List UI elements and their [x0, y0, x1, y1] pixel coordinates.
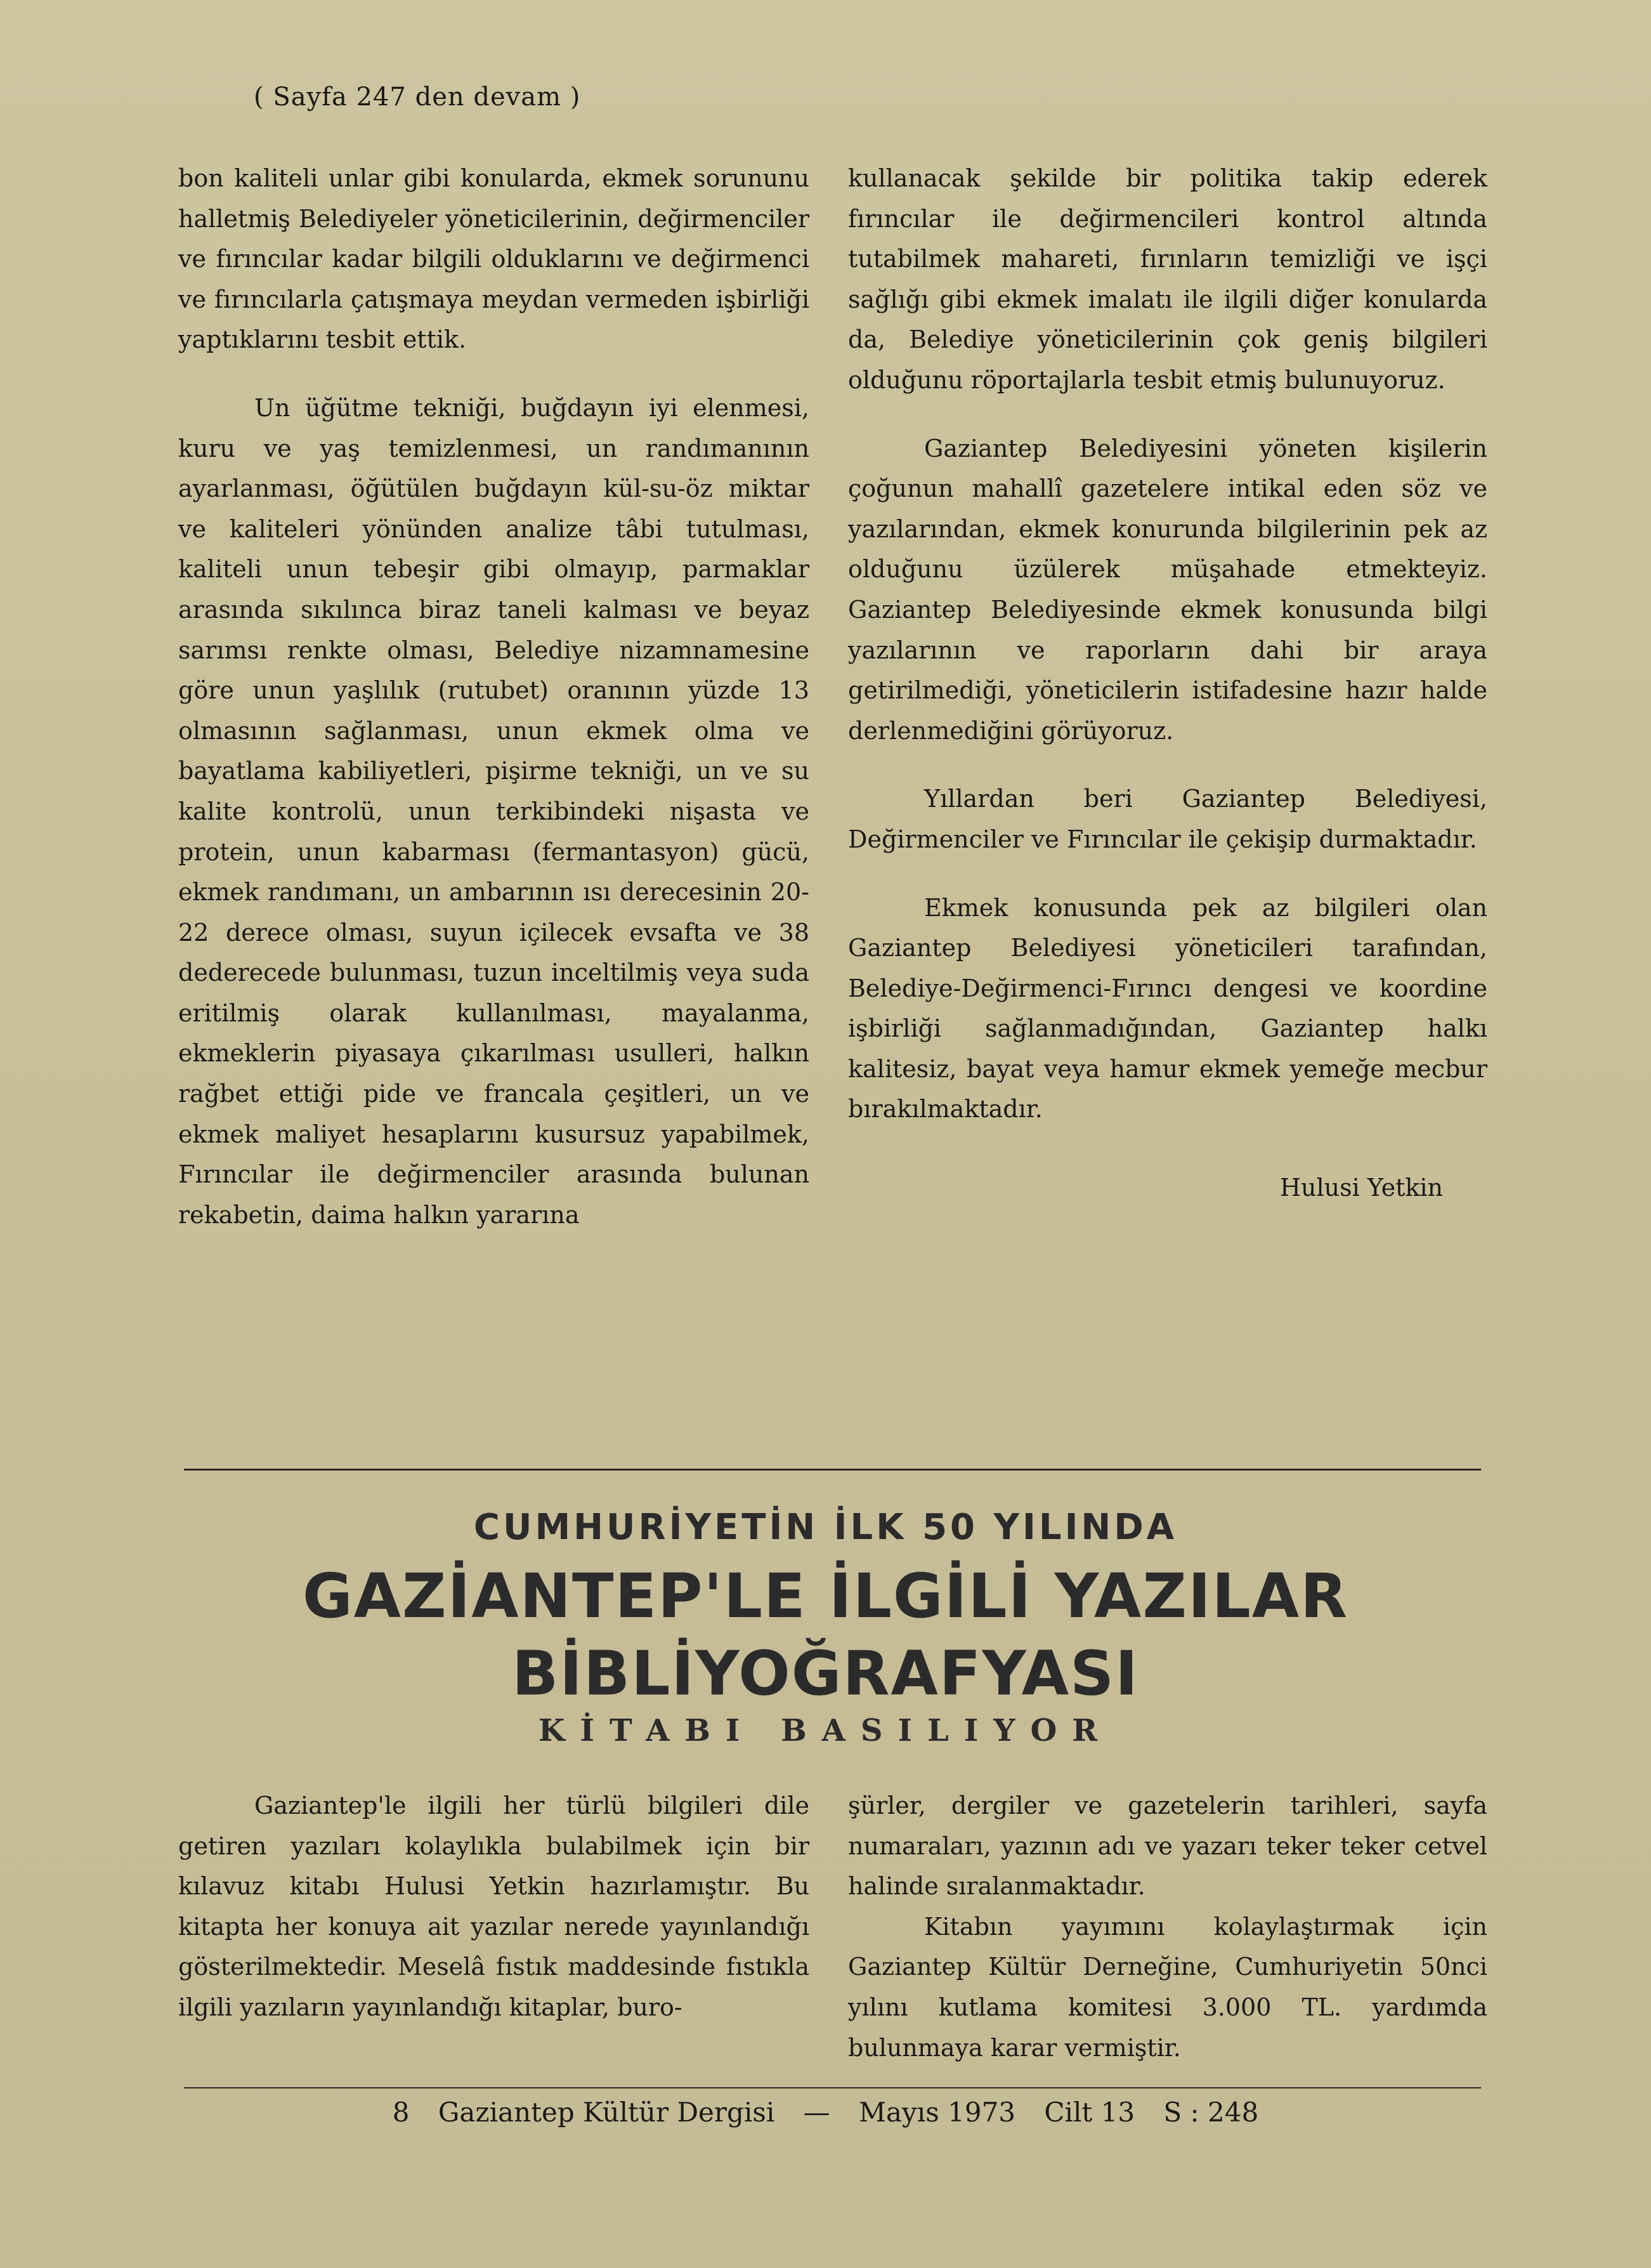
volume-number: Cilt 13	[1044, 2097, 1135, 2128]
issue-date: Mayıs 1973	[859, 2097, 1016, 2128]
announcement-title-2: BİBLİYOĞRAFYASI	[512, 1638, 1139, 1709]
announcement-paragraph: Kitabın yayımını kolaylaştırmak için Gaziantep Kültür Derneğine, Cumhuriyetin 50nci yılını kutlama komitesi 3.000 TL. yardımda bulunmaya karar vermiştir.	[848, 1912, 1487, 2062]
article-right-column	[848, 159, 1487, 1209]
section-divider	[184, 1469, 1481, 1471]
announcement-paragraph: şürler, dergiler ve gazetelerin tarihleri, sayfa numaraları, yazının adı ve yazarı teker teker cetvel halinde sıralanmaktadır.	[848, 1792, 1487, 1901]
announcement-right-column	[848, 1786, 1487, 2068]
announcement-title: GAZİANTEP'LE İLGİLİ YAZILAR	[302, 1561, 1349, 1632]
announcement-kicker: CUMHURİYETİN İLK 50 YILINDA	[473, 1507, 1178, 1548]
article-paragraph: Un üğütme tekniği, buğdayın iyi elenmesi, kuru ve yaş temizlenmesi, un randımanının ayarlanması, öğütülen buğdayın kül-su-öz miktar ve kaliteleri yönünden analize tâbi tutulması, kaliteli unun tebeşir gibi olmayıp, parmaklar arasında sıkılınca biraz taneli kalması ve beyaz sarımsı renkte olması, Belediye nizamnamesine göre unun yaşlılık (rutubet) oranının yüzde 13 olmasının sağlanması, unun ekmek olma ve bayatlama kabiliyetleri, pişirme tekniği, un ve su kalite kontrolü, unun terkibindeki nişasta ve protein, unun kabarması (fermantasyon) gücü, ekmek randımanı, un ambarının ısı derecesinin 20-22 derece olması, suyun içilecek evsafta ve 38 dederecede bulunması, tuzun inceltilmiş veya suda eritilmiş olarak kullanılması, mayalanma, ekmeklerin piyasaya çıkarılması usulleri, halkın rağbet ettiği pide ve francala çeşitleri, un ve ekmek maliyet hesaplarını kusursuz yapabilmek, Fırıncılar ile değirmenciler arasında bulunan rekabetin, daima halkın yararına	[178, 393, 809, 1229]
article-paragraph: Ekmek konusunda pek az bilgileri olan Gaziantep Belediyesi yöneticileri tarafından, Belediye-Değirmenci-Fırıncı dengesi ve koordine işbirliği sağlanmadığından, Gaziantep halkı kalitesiz, bayat veya hamur ekmek yemeğe mecbur bırakılmaktadır.	[848, 893, 1487, 1124]
author-signature: Hulusi Yetkin	[1279, 1174, 1443, 1202]
continued-note: ( Sayfa 247 den devam )	[254, 82, 581, 112]
journal-name: Gaziantep Kültür Dergisi	[438, 2097, 775, 2128]
announcement-left-column	[178, 1786, 809, 2028]
article-paragraph: Yıllardan beri Gaziantep Belediyesi, Değirmenciler ve Fırıncılar ile çekişip durmaktadır.	[848, 785, 1487, 853]
article-paragraph: bon kaliteli unlar gibi konularda, ekmek sorununu halletmiş Belediyeler yöneticilerinin, değirmenciler ve fırıncılar kadar bilgili olduklarını ve değirmenci ve fırıncılarla çatışmaya meydan vermeden işbirliği yaptıklarını tesbit ettik.	[178, 164, 809, 354]
footer-divider	[184, 2087, 1481, 2088]
page-footer	[0, 2097, 1651, 2128]
page-number: 8	[392, 2097, 410, 2128]
article-paragraph: Gaziantep Belediyesini yöneten kişilerin çoğunun mahallî gazetelere intikal eden söz ve yazılarından, ekmek konurunda bilgilerinin pek az olduğunu üzülerek müşahade etmekteyiz. Gaziantep Belediyesinde ekmek konusunda bilgi yazılarının ve raporların dahi bir araya getirilmediği, yöneticilerin istifadesine hazır halde derlenmediğini görüyoruz.	[848, 434, 1487, 745]
footer-dash: —	[803, 2097, 830, 2128]
article-left-column	[178, 159, 809, 1235]
announcement-paragraph: Gaziantep'le ilgili her türlü bilgileri dile getiren yazıları kolaylıkla bulabilmek için bir kılavuz kitabı Hulusi Yetkin hazırlamıştır. Bu kitapta her konuya ait yazılar nerede yayınlandığı gösterilmektedir. Meselâ fıstık maddesinde fıstıkla ilgili yazıların yayınlandığı kitaplar, buro-	[178, 1792, 809, 2021]
issue-number: S : 248	[1163, 2097, 1259, 2128]
article-paragraph: kullanacak şekilde bir politika takip ederek fırıncılar ile değirmencileri kontrol altında tutabilmek mahareti, fırınların temizliği ve işçi sağlığı gibi ekmek imalatı ile ilgili diğer konularda da, Belediye yöneticilerinin çok geniş bilgileri olduğunu röportajlarla tesbit etmiş bulunuyoruz.	[848, 164, 1487, 394]
announcement-subtitle: KİTABI BASILIYOR	[538, 1713, 1113, 1748]
